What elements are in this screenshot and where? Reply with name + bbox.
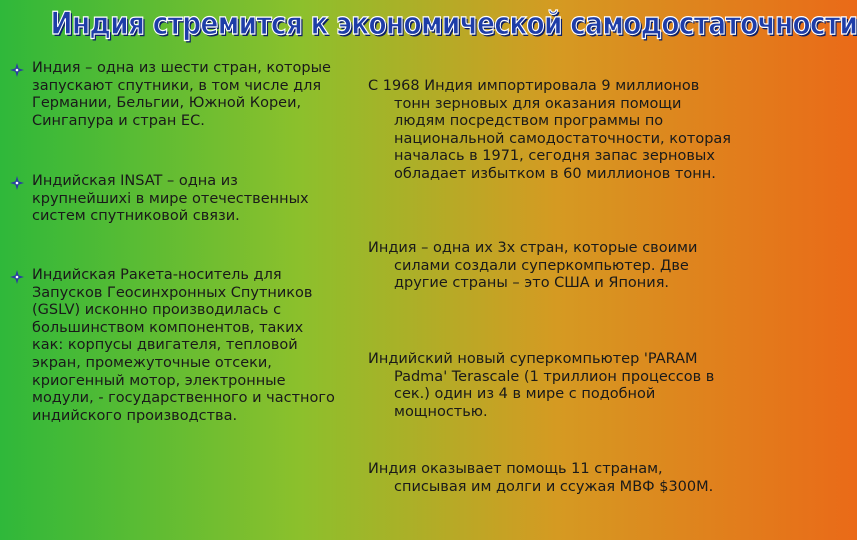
slide-title: Индия стремится к экономической самодостаточности (50, 6, 857, 42)
bullet-text: Индийская INSAT – одна из крупнейшихі в мире отечественных систем спутниковой связи. (32, 173, 309, 225)
paragraph-aid: Индия оказывает помощь 11 странам, списывая им долги и ссужая МВФ $300M. (368, 461, 714, 495)
paragraph-grain: С 1968 Индия импортировала 9 миллионов тонн зерновых для оказания помощи людям посредством программы по национальной самодостаточности, которая началась в 1971, сегодня запас зерновых обладает избытком в 60 миллионов тонн. (368, 78, 732, 182)
diamond-bullet-icon (10, 176, 24, 190)
diamond-bullet-icon (10, 63, 24, 77)
paragraph-supercomputer: Индия – одна их 3х стран, которые своими силами создали суперкомпьютер. Две другие страны – это США и Япония. (368, 240, 698, 292)
diamond-bullet-icon (10, 270, 24, 284)
paragraph-param-padma: Индийский новый суперкомпьютер 'PARAM Padma' Terascale (1 триллион процессов в сек.) один из 4 в мире с подобной мощностью. (368, 351, 715, 420)
bullet-text: Индия – одна из шести стран, которые запускают спутники, в том числе для Германии, Бельгии, Южной Кореи, Сингапура и стран ЕС. (32, 60, 331, 129)
bullet-text: Индийская Ракета-носитель для Запусков Геосинхронных Спутников (GSLV) исконно производилась с большинством компонентов, таких как: корпусы двигателя, тепловой экран, промежуточные отсеки, криогенный мотор, электронные модули, - государственного и частного индийского производства. (32, 267, 335, 424)
